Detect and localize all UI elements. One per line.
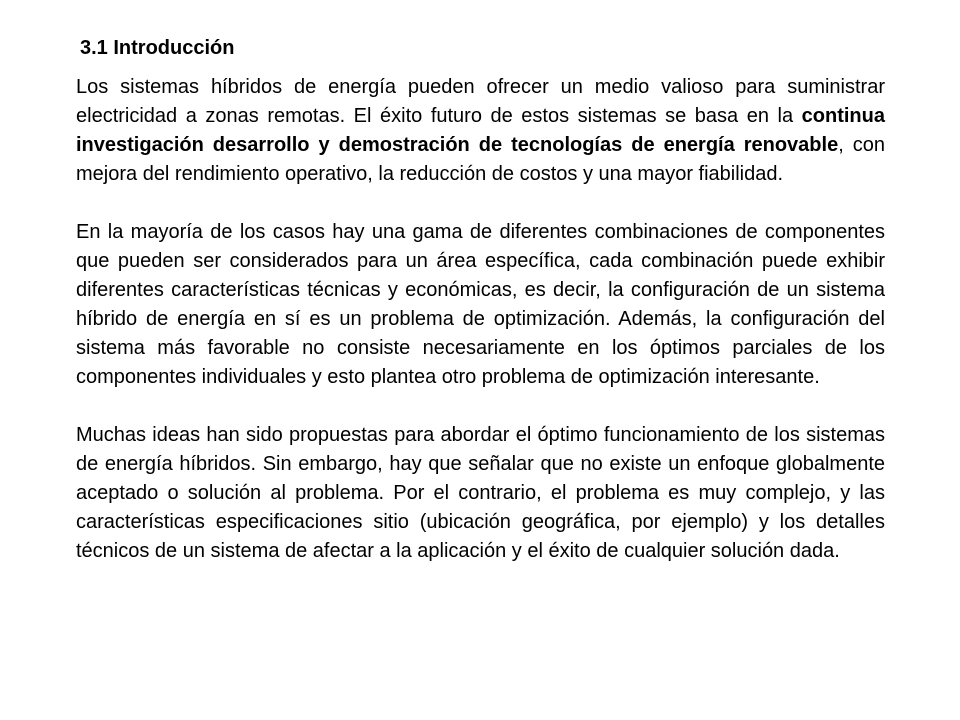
paragraph-introduction-bold-phrase: continua investigación desarrollo y demostración de tecnologías de energía renovable xyxy=(76,105,885,156)
paragraph-introduction xyxy=(76,73,885,189)
paragraph-introduction-text-start: Los sistemas híbridos de energía pueden ofrecer un medio valioso para suministrar electricidad a zonas remotas. El éxito futuro de estos sistemas se basa en la xyxy=(76,76,885,127)
section-title: 3.1 Introducción xyxy=(80,37,235,59)
paragraph-proposals: Muchas ideas han sido propuestas para abordar el óptimo funcionamiento de los sistemas de energía híbridos. Sin embargo, hay que señalar que no existe un enfoque globalmente aceptado o solución al problema. Por el contrario, el problema es muy complejo, y las características especificaciones sitio (ubicación geográfica, por ejemplo) y los detalles técnicos de un sistema de afectar a la aplicación y el éxito de cualquier solución dada. xyxy=(76,424,885,562)
paragraph-combinations: En la mayoría de los casos hay una gama de diferentes combinaciones de componentes que pueden ser considerados para un área específica, cada combinación puede exhibir diferentes características técnicas y económicas, es decir, la configuración de un sistema híbrido de energía en sí es un problema de optimización. Además, la configuración del sistema más favorable no consiste necesariamente en los óptimos parciales de los componentes individuales y esto plantea otro problema de optimización interesante. xyxy=(76,221,885,388)
paragraph-introduction-text-end: , con mejora del rendimiento operativo, la reducción de costos y una mayor fiabilidad. xyxy=(76,134,886,185)
document-body xyxy=(76,73,885,595)
